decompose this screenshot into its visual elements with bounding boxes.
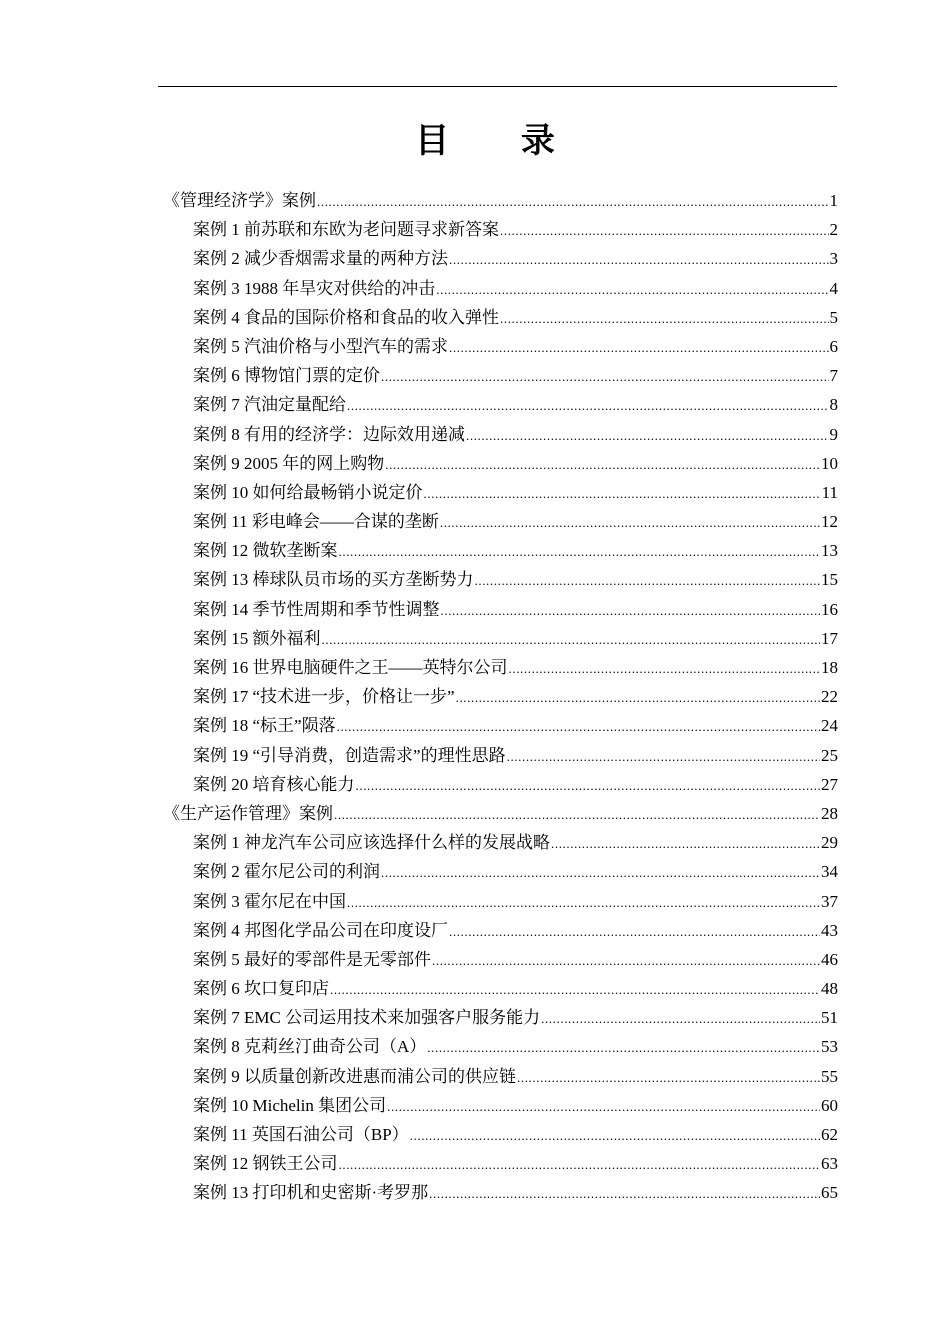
toc-entry-label: 案例 17 “技术进一步，价格让一步” xyxy=(193,687,455,707)
dot-leader xyxy=(509,654,821,683)
dot-leader xyxy=(500,216,829,245)
toc-entry-label: 案例 12 微软垄断案 xyxy=(193,541,338,561)
toc-entry-label: 案例 11 彩电峰会——合谋的垄断 xyxy=(193,512,439,532)
toc-page-number: 18 xyxy=(821,658,838,677)
dot-leader xyxy=(449,245,829,274)
toc-entry-label: 案例 12 钢铁王公司 xyxy=(193,1154,338,1174)
toc-case-entry[interactable] xyxy=(163,1091,838,1120)
dot-leader xyxy=(456,683,820,712)
toc-case-entry[interactable] xyxy=(163,682,838,711)
toc-page-number: 2 xyxy=(829,220,838,240)
dot-leader xyxy=(551,829,820,858)
toc-case-entry[interactable] xyxy=(163,449,838,478)
toc-case-entry[interactable] xyxy=(163,361,838,390)
toc-case-entry[interactable] xyxy=(163,332,838,361)
toc-case-entry[interactable] xyxy=(163,653,838,682)
toc-page-number: 1 xyxy=(829,191,838,210)
toc-entry-label: 案例 18 “标王”陨落 xyxy=(193,716,336,736)
toc-page-number: 60 xyxy=(821,1095,838,1115)
dot-leader xyxy=(381,858,820,887)
toc-page-number: 55 xyxy=(821,1066,838,1086)
toc-page-number: 15 xyxy=(821,570,838,590)
toc-case-entry[interactable] xyxy=(163,711,838,740)
toc-entry-label: 案例 2 减少香烟需求量的两种方法 xyxy=(193,249,448,269)
toc-page-number: 37 xyxy=(821,891,838,911)
dot-leader xyxy=(517,1063,820,1092)
dot-leader xyxy=(436,275,828,304)
dot-leader xyxy=(385,450,820,479)
toc-section-entry[interactable] xyxy=(163,186,838,215)
dot-leader xyxy=(339,1150,821,1179)
header-rule xyxy=(158,86,837,87)
dot-leader xyxy=(475,566,821,595)
toc-page-number: 9 xyxy=(829,424,838,444)
toc-case-entry[interactable] xyxy=(163,1062,838,1091)
toc-page-number: 3 xyxy=(829,249,838,269)
toc-case-entry[interactable] xyxy=(163,536,838,565)
dot-leader xyxy=(322,625,821,654)
dot-leader xyxy=(432,946,820,975)
toc-entry-label: 案例 5 最好的零部件是无零部件 xyxy=(193,949,431,969)
toc-page-number: 17 xyxy=(821,628,838,648)
toc-entry-label: 案例 3 霍尔尼在中国 xyxy=(193,891,346,911)
dot-leader xyxy=(440,508,820,537)
toc-page-number: 46 xyxy=(821,949,838,969)
toc-case-entry[interactable] xyxy=(163,595,838,624)
toc-page-number: 4 xyxy=(829,278,838,298)
toc-entry-label: 案例 6 坎口复印店 xyxy=(193,979,329,999)
toc-section-entry[interactable] xyxy=(163,799,838,828)
toc-case-entry[interactable] xyxy=(163,303,838,332)
toc-page-number: 51 xyxy=(821,1008,838,1028)
dot-leader xyxy=(449,333,829,362)
toc-page-number: 48 xyxy=(821,979,838,999)
toc-entry-label: 案例 8 克莉丝汀曲奇公司（A） xyxy=(193,1037,427,1057)
toc-entry-label: 案例 19 “引导消费，创造需求”的理性思路 xyxy=(193,745,506,765)
toc-entry-label: 案例 2 霍尔尼公司的利润 xyxy=(193,862,380,882)
dot-leader xyxy=(356,771,821,800)
toc-case-entry[interactable] xyxy=(163,887,838,916)
toc-page-number: 24 xyxy=(821,716,838,736)
table-of-contents xyxy=(163,186,838,1208)
toc-entry-label: 案例 7 EMC 公司运用技术来加强客户服务能力 xyxy=(193,1008,541,1028)
toc-page-number: 5 xyxy=(829,307,838,327)
toc-page-number: 25 xyxy=(821,745,838,765)
toc-entry-label: 案例 3 1988 年旱灾对供给的冲击 xyxy=(193,278,436,298)
toc-page-number: 7 xyxy=(829,366,838,386)
toc-case-entry[interactable] xyxy=(163,1003,838,1032)
dot-leader xyxy=(429,1179,820,1208)
toc-case-entry[interactable] xyxy=(163,857,838,886)
toc-case-entry[interactable] xyxy=(163,1178,838,1207)
toc-entry-label: 案例 8 有用的经济学：边际效用递减 xyxy=(193,424,465,444)
dot-leader xyxy=(347,391,829,420)
toc-page-number: 22 xyxy=(821,687,838,707)
dot-leader xyxy=(334,800,820,829)
toc-case-entry[interactable] xyxy=(163,565,838,594)
toc-entry-label: 案例 7 汽油定量配给 xyxy=(193,395,346,415)
page-title: 目 录 xyxy=(415,121,585,161)
toc-case-entry[interactable] xyxy=(163,244,838,273)
toc-entry-label: 案例 10 Michelin 集团公司 xyxy=(193,1095,387,1115)
toc-case-entry[interactable] xyxy=(163,974,838,1003)
toc-page-number: 6 xyxy=(829,336,838,356)
toc-case-entry[interactable] xyxy=(163,215,838,244)
toc-entry-label: 案例 9 以质量创新改进惠而浦公司的供应链 xyxy=(193,1066,516,1086)
toc-case-entry[interactable] xyxy=(163,770,838,799)
toc-entry-label: 案例 6 博物馆门票的定价 xyxy=(193,366,380,386)
dot-leader xyxy=(541,1004,820,1033)
toc-entry-label: 案例 10 如何给最畅销小说定价 xyxy=(193,482,423,502)
toc-entry-label: 案例 4 邦图化学品公司在印度设厂 xyxy=(193,920,448,940)
toc-page-number: 65 xyxy=(821,1183,838,1203)
toc-case-entry[interactable] xyxy=(163,1120,838,1149)
toc-page-number: 8 xyxy=(829,395,838,415)
dot-leader xyxy=(410,1121,820,1150)
dot-leader xyxy=(339,537,821,566)
dot-leader xyxy=(330,975,820,1004)
toc-entry-label: 《管理经济学》案例 xyxy=(163,191,316,210)
dot-leader xyxy=(317,187,829,216)
toc-entry-label: 《生产运作管理》案例 xyxy=(163,803,333,823)
toc-entry-label: 案例 13 棒球队员市场的买方垄断势力 xyxy=(193,570,474,590)
toc-entry-label: 案例 20 培育核心能力 xyxy=(193,774,355,794)
toc-page-number: 28 xyxy=(821,803,838,823)
toc-entry-label: 案例 5 汽油价格与小型汽车的需求 xyxy=(193,336,448,356)
toc-entry-label: 案例 11 英国石油公司（BP） xyxy=(193,1125,409,1144)
toc-page-number: 13 xyxy=(821,541,838,561)
toc-entry-label: 案例 15 额外福利 xyxy=(193,628,321,648)
toc-page-number: 53 xyxy=(821,1037,838,1057)
toc-page-number: 11 xyxy=(821,482,838,502)
toc-page-number: 34 xyxy=(821,862,838,882)
toc-page-number: 29 xyxy=(821,833,838,853)
toc-page-number: 10 xyxy=(821,453,838,473)
toc-case-entry[interactable] xyxy=(163,741,838,770)
toc-page-number: 63 xyxy=(821,1154,838,1174)
toc-case-entry[interactable] xyxy=(163,1032,838,1061)
toc-entry-label: 案例 13 打印机和史密斯·考罗那 xyxy=(193,1183,429,1203)
dot-leader xyxy=(347,888,820,917)
dot-leader xyxy=(500,304,829,333)
toc-entry-label: 案例 9 2005 年的网上购物 xyxy=(193,453,385,473)
toc-case-entry[interactable] xyxy=(163,274,838,303)
toc-case-entry[interactable] xyxy=(163,624,838,653)
toc-case-entry[interactable] xyxy=(163,828,838,857)
toc-entry-label: 案例 4 食品的国际价格和食品的收入弹性 xyxy=(193,307,499,327)
dot-leader xyxy=(507,742,820,771)
toc-case-entry[interactable] xyxy=(163,390,838,419)
dot-leader xyxy=(337,712,820,741)
dot-leader xyxy=(424,479,821,508)
dot-leader xyxy=(466,421,829,450)
toc-case-entry[interactable] xyxy=(163,507,838,536)
toc-case-entry[interactable] xyxy=(163,1149,838,1178)
dot-leader xyxy=(387,1092,820,1121)
dot-leader xyxy=(441,596,821,625)
toc-page-number: 16 xyxy=(821,599,838,619)
toc-case-entry[interactable] xyxy=(163,945,838,974)
dot-leader xyxy=(381,362,829,391)
toc-page-number: 12 xyxy=(821,512,838,532)
dot-leader xyxy=(449,917,820,946)
toc-page-number: 43 xyxy=(821,920,838,940)
toc-entry-label: 案例 14 季节性周期和季节性调整 xyxy=(193,599,440,619)
toc-case-entry[interactable] xyxy=(163,420,838,449)
toc-page-number: 27 xyxy=(821,774,838,794)
toc-case-entry[interactable] xyxy=(163,916,838,945)
toc-entry-label: 案例 16 世界电脑硬件之王——英特尔公司 xyxy=(193,658,508,677)
toc-entry-label: 案例 1 神龙汽车公司应该选择什么样的发展战略 xyxy=(193,833,550,853)
dot-leader xyxy=(427,1033,820,1062)
toc-entry-label: 案例 1 前苏联和东欧为老问题寻求新答案 xyxy=(193,220,499,240)
toc-case-entry[interactable] xyxy=(163,478,838,507)
toc-page-number: 62 xyxy=(821,1125,838,1144)
